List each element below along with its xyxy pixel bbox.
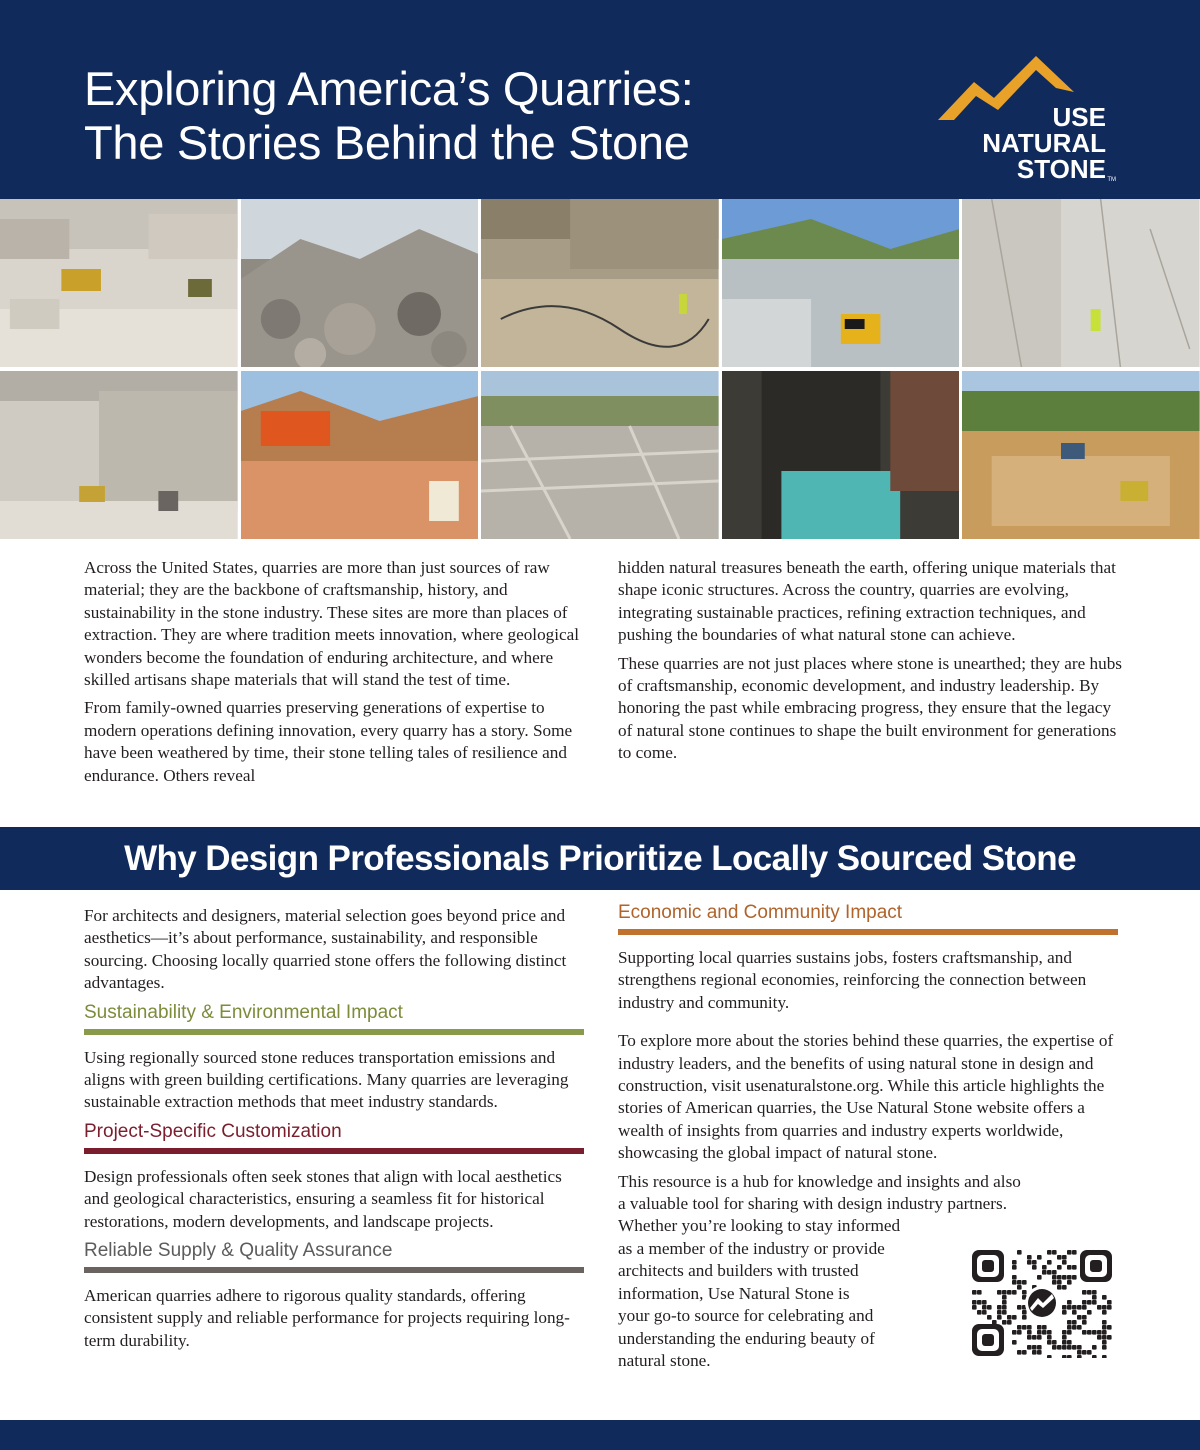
quarry-photo bbox=[481, 371, 719, 539]
customization-heading: Project-Specific Customization bbox=[84, 1120, 342, 1142]
quarry-photo bbox=[962, 199, 1200, 367]
resource-text: your go-to source for celebrating and bbox=[618, 1306, 874, 1326]
resource-text: as a member of the industry or provide bbox=[618, 1238, 885, 1258]
quarry-photo bbox=[241, 199, 479, 367]
economic-heading: Economic and Community Impact bbox=[618, 902, 903, 923]
title-line-2: The Stories Behind the Stone bbox=[84, 116, 690, 169]
use-natural-stone-logo[interactable] bbox=[936, 52, 1116, 192]
intro-paragraph: hidden natural treasures beneath the earth, offering unique materials that shape iconic structures. Across the country, quarries are evolving, integrating sustainable practices, refining extraction techniques, and pushing the boundaries of what natural stone can achieve. bbox=[618, 558, 1116, 645]
customization-body: Design professionals often seek stones that align with local aesthetics and geological characteristics, ensuring a seamless fit for historical restorations, modern developments, and landscape projects. bbox=[84, 1166, 562, 1231]
intro-paragraph: These quarries are not just places where stone is unearthed; they are hubs of craftsmanship, economic development, and industry leadership. By honoring the past while embracing progress, they ensure that the legacy of natural stone continues to shape the built environment for generations to come. bbox=[618, 653, 1122, 763]
resource-text: architects and builders with trusted bbox=[618, 1261, 859, 1281]
page-header bbox=[0, 0, 1200, 199]
section-divider bbox=[84, 1148, 584, 1154]
quarry-photo-grid bbox=[0, 199, 1200, 539]
section-divider bbox=[618, 929, 1118, 935]
page-title bbox=[84, 62, 694, 170]
section-divider bbox=[84, 1029, 584, 1035]
section-title: Why Design Professionals Prioritize Locally Sourced Stone bbox=[124, 839, 1076, 878]
intro-left-column bbox=[84, 557, 584, 793]
quarry-photo bbox=[722, 371, 960, 539]
qr-code[interactable] bbox=[968, 1248, 1116, 1358]
resource-text: Whether you’re looking to stay informed bbox=[618, 1216, 901, 1236]
logo-text-use: USE bbox=[1052, 102, 1106, 132]
resource-line-2: a valuable tool for sharing with design industry partners. bbox=[618, 1194, 1008, 1214]
trademark-mark: TM bbox=[1107, 177, 1116, 183]
intro-paragraph: Across the United States, quarries are more than just sources of raw material; they are the backbone of craftsmanship, history, and sustainability in the stone industry. These sites are more than places of extraction. They are where tradition meets innovation, where geological wonders become the foundation of enduring architecture, and where skilled artisans shape materials that will stand the test of time. bbox=[84, 558, 580, 690]
resource-text: natural stone. bbox=[618, 1350, 711, 1370]
title-line-1: Exploring America’s Quarries: bbox=[84, 62, 694, 115]
qr-code-icon bbox=[968, 1248, 1116, 1358]
logo-text-stone: STONE bbox=[1016, 154, 1106, 184]
quarry-photo bbox=[0, 371, 238, 539]
section-divider bbox=[84, 1267, 584, 1273]
supply-heading: Reliable Supply & Quality Assurance bbox=[84, 1240, 393, 1262]
sustainability-body: Using regionally sourced stone reduces transportation emissions and aligns with green building certifications. Many quarries are leveraging sustainable extraction methods that meet industry standards. bbox=[84, 1047, 569, 1112]
economic-body: Supporting local quarries sustains jobs, fosters craftsmanship, and strengthens regional economies, reinforcing the connection between industry and community. bbox=[618, 948, 1087, 1012]
intro-right-column bbox=[618, 557, 1123, 771]
resource-text: understanding the enduring beauty of bbox=[618, 1328, 875, 1348]
supply-body: American quarries adhere to rigorous quality standards, offering consistent supply and reliable performance for projects requiring long-term durability. bbox=[84, 1286, 570, 1350]
logo-text-natural: NATURAL bbox=[982, 128, 1106, 158]
quarry-photo bbox=[241, 371, 479, 539]
explore-paragraph: To explore more about the stories behind these quarries, the expertise of industry leaders, and the benefits of using natural stone in design and construction, visit usenaturalstone.org. While this article highlights the stories of American quarries, the Use Natural Stone website offers a wealth of insights from quarries and industry experts worldwide, showcasing the global impact of natural stone. bbox=[618, 1031, 1114, 1163]
advantages-intro: For architects and designers, material selection goes beyond price and aesthetics—it’s about performance, sustainability, and responsible sourcing. Choosing locally quarried stone offers the following distinct advantages. bbox=[84, 906, 567, 993]
section-banner bbox=[0, 827, 1200, 890]
sustainability-heading: Sustainability & Environmental Impact bbox=[84, 1001, 403, 1023]
quarry-photo bbox=[722, 199, 960, 367]
quarry-photo bbox=[481, 199, 719, 367]
resource-line-1: This resource is a hub for knowledge and insights and also bbox=[618, 1171, 1021, 1191]
page-footer bbox=[0, 1420, 1200, 1450]
advantages-column bbox=[84, 905, 584, 1358]
resource-text: information, Use Natural Stone is bbox=[618, 1283, 850, 1303]
quarry-photo bbox=[0, 199, 238, 367]
quarry-photo bbox=[962, 371, 1200, 539]
intro-paragraph: From family-owned quarries preserving generations of expertise to modern operations defining innovation, every quarry has a story. Some have been weathered by time, their stone telling tales of resilience and endurance. Others reveal bbox=[84, 698, 573, 785]
